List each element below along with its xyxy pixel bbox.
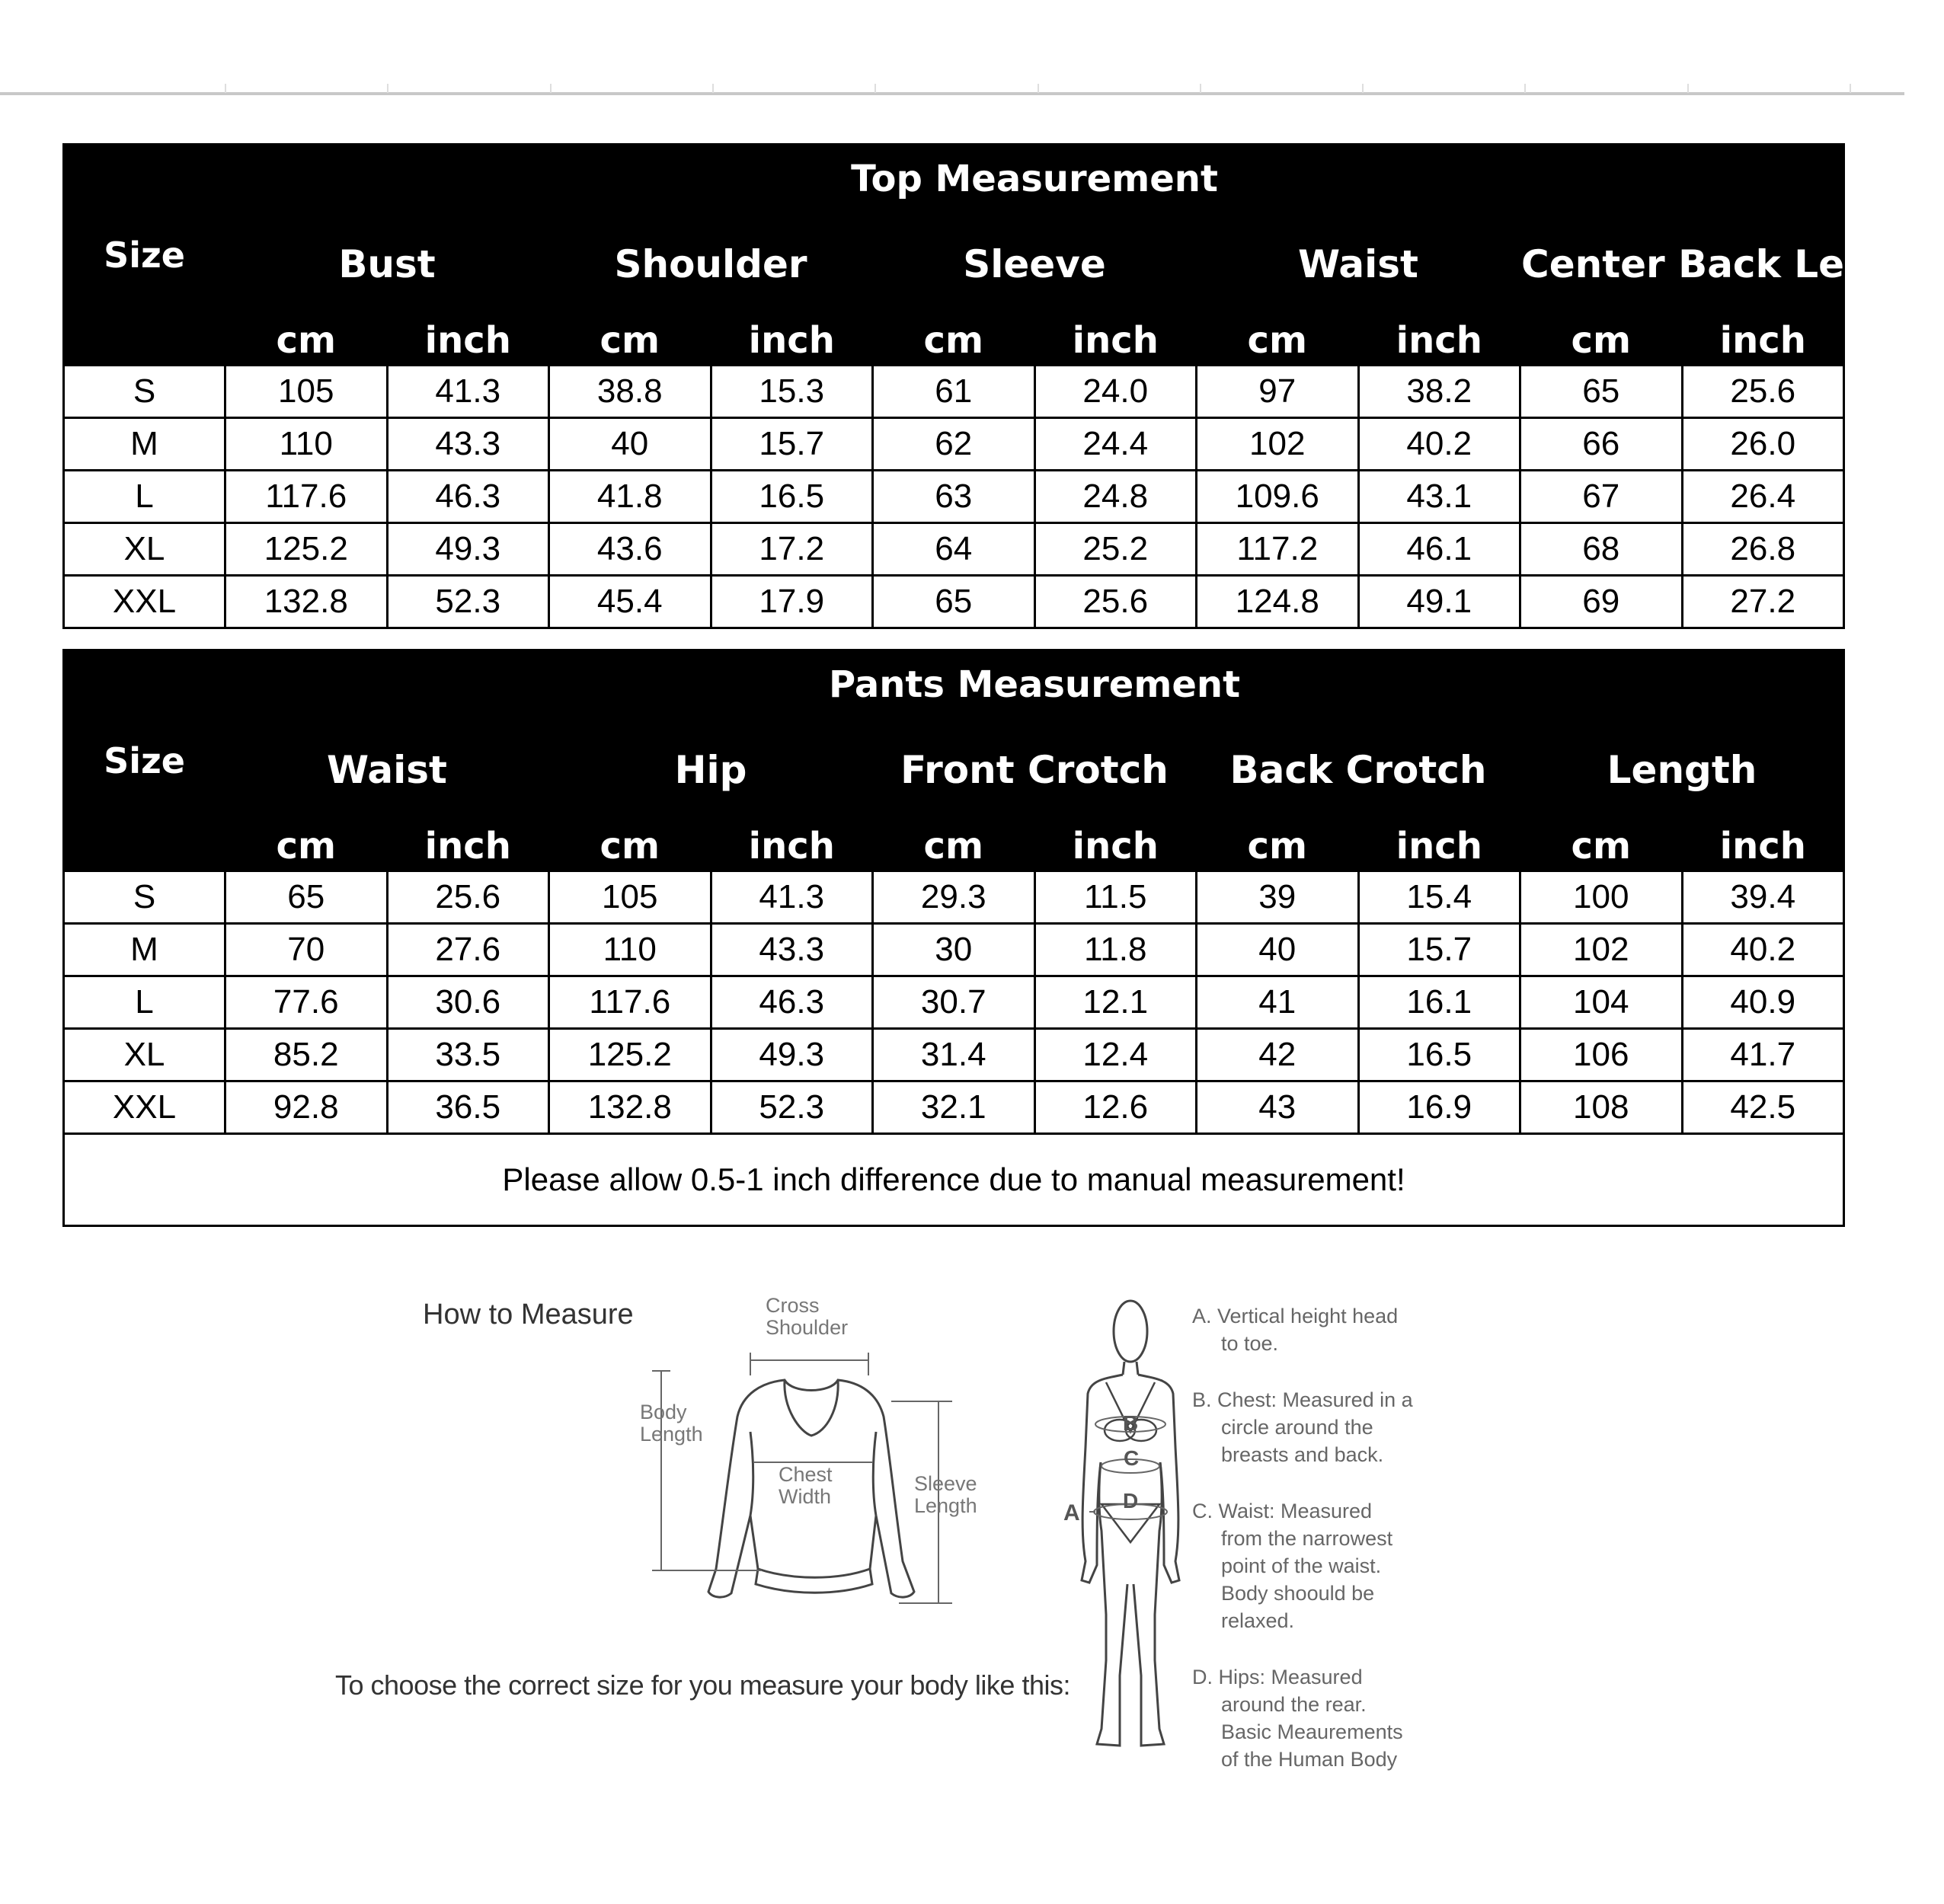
how-to-measure-heading: How to Measure xyxy=(423,1299,634,1331)
value-cell: 66 xyxy=(1520,418,1683,471)
measurement-note-item xyxy=(1192,1386,1512,1468)
note-lead: B. Chest: Measured in a xyxy=(1192,1388,1413,1411)
value-cell: 24.0 xyxy=(1034,366,1197,418)
value-cell: 43.1 xyxy=(1358,471,1520,523)
size-header: Size xyxy=(64,650,225,871)
value-cell: 102 xyxy=(1197,418,1359,471)
size-cell: XL xyxy=(64,1029,225,1081)
note-line: point of the waist. xyxy=(1221,1554,1382,1577)
value-cell: 125.2 xyxy=(225,523,388,576)
value-cell: 108 xyxy=(1520,1081,1683,1134)
value-cell: 11.5 xyxy=(1034,871,1197,924)
value-cell: 105 xyxy=(225,366,388,418)
value-cell: 43.6 xyxy=(549,523,711,576)
unit-header-cm: cm xyxy=(873,821,1035,871)
note-line: Body shoould be xyxy=(1221,1582,1375,1605)
value-cell: 100 xyxy=(1520,871,1683,924)
value-cell: 110 xyxy=(549,924,711,976)
value-cell: 12.1 xyxy=(1034,976,1197,1029)
note-line: breasts and back. xyxy=(1221,1443,1384,1466)
value-cell: 85.2 xyxy=(225,1029,388,1081)
value-cell: 11.8 xyxy=(1034,924,1197,976)
value-cell: 46.1 xyxy=(1358,523,1520,576)
value-cell: 31.4 xyxy=(873,1029,1035,1081)
value-cell: 32.1 xyxy=(873,1081,1035,1134)
value-cell: 27.2 xyxy=(1682,576,1844,628)
unit-header-inch: inch xyxy=(387,821,549,871)
measurement-header: Center Back Length xyxy=(1520,214,1844,315)
value-cell: 49.3 xyxy=(711,1029,873,1081)
measurement-header: Bust xyxy=(225,214,549,315)
cross-shoulder-label xyxy=(766,1295,848,1339)
value-cell: 12.6 xyxy=(1034,1081,1197,1134)
value-cell: 15.4 xyxy=(1358,871,1520,924)
value-cell: 52.3 xyxy=(711,1081,873,1134)
measurement-header: Length xyxy=(1520,720,1844,821)
value-cell: 15.7 xyxy=(711,418,873,471)
value-cell: 16.1 xyxy=(1358,976,1520,1029)
note-lead: D. Hips: Measured xyxy=(1192,1666,1363,1688)
value-cell: 40 xyxy=(549,418,711,471)
value-cell: 102 xyxy=(1520,924,1683,976)
value-cell: 49.1 xyxy=(1358,576,1520,628)
value-cell: 61 xyxy=(873,366,1035,418)
note-line: to toe. xyxy=(1221,1332,1279,1355)
measurement-header: Shoulder xyxy=(549,214,873,315)
value-cell: 40.9 xyxy=(1682,976,1844,1029)
unit-header-inch: inch xyxy=(1682,821,1844,871)
size-cell: S xyxy=(64,871,225,924)
unit-header-cm: cm xyxy=(225,821,388,871)
value-cell: 43 xyxy=(1197,1081,1359,1134)
choose-size-instruction: To choose the correct size for you measure your body like this: xyxy=(335,1669,1070,1701)
value-cell: 41.3 xyxy=(387,366,549,418)
unit-header-inch: inch xyxy=(711,821,873,871)
measurement-note: Please allow 0.5-1 inch difference due to manual measurement! xyxy=(64,1134,1844,1226)
value-cell: 12.4 xyxy=(1034,1029,1197,1081)
chest-width-label-line1: Chest xyxy=(779,1463,833,1486)
body-length-label-line1: Body xyxy=(640,1401,687,1423)
chest-width-label xyxy=(779,1464,833,1508)
value-cell: 67 xyxy=(1520,471,1683,523)
unit-header-inch: inch xyxy=(711,315,873,366)
unit-header-cm: cm xyxy=(549,821,711,871)
value-cell: 63 xyxy=(873,471,1035,523)
body-letter-a: A xyxy=(1063,1500,1080,1525)
value-cell: 40.2 xyxy=(1358,418,1520,471)
unit-header-cm: cm xyxy=(225,315,388,366)
value-cell: 25.6 xyxy=(387,871,549,924)
value-cell: 110 xyxy=(225,418,388,471)
measurement-note-item xyxy=(1192,1302,1512,1357)
value-cell: 132.8 xyxy=(549,1081,711,1134)
value-cell: 77.6 xyxy=(225,976,388,1029)
value-cell: 62 xyxy=(873,418,1035,471)
note-line: relaxed. xyxy=(1221,1609,1295,1632)
value-cell: 30.7 xyxy=(873,976,1035,1029)
human-body-icon xyxy=(1082,1301,1179,1746)
value-cell: 92.8 xyxy=(225,1081,388,1134)
value-cell: 24.4 xyxy=(1034,418,1197,471)
measurement-header: Sleeve xyxy=(873,214,1197,315)
value-cell: 41 xyxy=(1197,976,1359,1029)
value-cell: 42 xyxy=(1197,1029,1359,1081)
value-cell: 15.3 xyxy=(711,366,873,418)
measurement-header: Hip xyxy=(549,720,873,821)
unit-header-cm: cm xyxy=(549,315,711,366)
value-cell: 104 xyxy=(1520,976,1683,1029)
value-cell: 38.8 xyxy=(549,366,711,418)
value-cell: 132.8 xyxy=(225,576,388,628)
value-cell: 25.6 xyxy=(1034,576,1197,628)
value-cell: 25.6 xyxy=(1682,366,1844,418)
note-line: Basic Meaurements xyxy=(1221,1720,1403,1743)
value-cell: 26.0 xyxy=(1682,418,1844,471)
body-letter-c: C xyxy=(1124,1446,1140,1470)
value-cell: 97 xyxy=(1197,366,1359,418)
unit-header-inch: inch xyxy=(1034,315,1197,366)
value-cell: 65 xyxy=(1520,366,1683,418)
value-cell: 39 xyxy=(1197,871,1359,924)
unit-header-cm: cm xyxy=(1197,821,1359,871)
value-cell: 36.5 xyxy=(387,1081,549,1134)
note-line: circle around the xyxy=(1221,1416,1373,1439)
size-cell: S xyxy=(64,366,225,418)
value-cell: 45.4 xyxy=(549,576,711,628)
value-cell: 49.3 xyxy=(387,523,549,576)
measurement-header: Front Crotch xyxy=(873,720,1197,821)
value-cell: 17.2 xyxy=(711,523,873,576)
value-cell: 43.3 xyxy=(711,924,873,976)
body-letter-d: D xyxy=(1123,1489,1139,1513)
value-cell: 27.6 xyxy=(387,924,549,976)
note-lead: C. Waist: Measured xyxy=(1192,1500,1373,1522)
value-cell: 68 xyxy=(1520,523,1683,576)
size-cell: XXL xyxy=(64,1081,225,1134)
unit-header-inch: inch xyxy=(1034,821,1197,871)
value-cell: 69 xyxy=(1520,576,1683,628)
pants-measurement-title: Pants Measurement xyxy=(225,650,1844,720)
value-cell: 64 xyxy=(873,523,1035,576)
body-length-label-line2: Length xyxy=(640,1423,703,1446)
value-cell: 38.2 xyxy=(1358,366,1520,418)
size-cell: XXL xyxy=(64,576,225,628)
value-cell: 41.7 xyxy=(1682,1029,1844,1081)
unit-header-cm: cm xyxy=(1197,315,1359,366)
note-lead: A. Vertical height head xyxy=(1192,1305,1399,1327)
top-measurement-title: Top Measurement xyxy=(225,145,1844,214)
value-cell: 41.8 xyxy=(549,471,711,523)
value-cell: 17.9 xyxy=(711,576,873,628)
value-cell: 117.2 xyxy=(1197,523,1359,576)
value-cell: 106 xyxy=(1520,1029,1683,1081)
value-cell: 124.8 xyxy=(1197,576,1359,628)
unit-header-inch: inch xyxy=(387,315,549,366)
measurement-note-item xyxy=(1192,1663,1512,1773)
value-cell: 42.5 xyxy=(1682,1081,1844,1134)
measurement-header: Back Crotch xyxy=(1197,720,1520,821)
value-cell: 15.7 xyxy=(1358,924,1520,976)
value-cell: 16.5 xyxy=(711,471,873,523)
unit-header-inch: inch xyxy=(1358,315,1520,366)
unit-header-inch: inch xyxy=(1358,821,1520,871)
value-cell: 26.4 xyxy=(1682,471,1844,523)
value-cell: 30 xyxy=(873,924,1035,976)
value-cell: 109.6 xyxy=(1197,471,1359,523)
value-cell: 117.6 xyxy=(225,471,388,523)
value-cell: 30.6 xyxy=(387,976,549,1029)
value-cell: 24.8 xyxy=(1034,471,1197,523)
unit-header-cm: cm xyxy=(1520,315,1683,366)
value-cell: 46.3 xyxy=(387,471,549,523)
chest-width-label-line2: Width xyxy=(779,1485,832,1508)
value-cell: 40.2 xyxy=(1682,924,1844,976)
value-cell: 65 xyxy=(225,871,388,924)
value-cell: 117.6 xyxy=(549,976,711,1029)
value-cell: 33.5 xyxy=(387,1029,549,1081)
value-cell: 46.3 xyxy=(711,976,873,1029)
size-cell: L xyxy=(64,471,225,523)
body-letter-b: B xyxy=(1123,1411,1139,1435)
measurement-header: Waist xyxy=(225,720,549,821)
cross-shoulder-label-line1: Cross xyxy=(766,1294,820,1317)
measurement-header: Waist xyxy=(1197,214,1520,315)
unit-header-inch: inch xyxy=(1682,315,1844,366)
value-cell: 43.3 xyxy=(387,418,549,471)
value-cell: 105 xyxy=(549,871,711,924)
value-cell: 52.3 xyxy=(387,576,549,628)
value-cell: 25.2 xyxy=(1034,523,1197,576)
size-cell: L xyxy=(64,976,225,1029)
cross-shoulder-label-line2: Shoulder xyxy=(766,1316,849,1339)
size-header: Size xyxy=(64,145,225,366)
size-cell: XL xyxy=(64,523,225,576)
value-cell: 41.3 xyxy=(711,871,873,924)
sleeve-length-label-line2: Length xyxy=(914,1494,977,1517)
value-cell: 26.8 xyxy=(1682,523,1844,576)
value-cell: 70 xyxy=(225,924,388,976)
body-length-label xyxy=(640,1401,703,1446)
note-line: of the Human Body xyxy=(1221,1748,1398,1771)
value-cell: 16.5 xyxy=(1358,1029,1520,1081)
value-cell: 29.3 xyxy=(873,871,1035,924)
unit-header-cm: cm xyxy=(873,315,1035,366)
sleeve-length-label-line1: Sleeve xyxy=(914,1472,977,1495)
body-measurement-notes xyxy=(1192,1302,1512,1802)
size-cell: M xyxy=(64,418,225,471)
value-cell: 125.2 xyxy=(549,1029,711,1081)
value-cell: 16.9 xyxy=(1358,1081,1520,1134)
value-cell: 39.4 xyxy=(1682,871,1844,924)
note-line: from the narrowest xyxy=(1221,1527,1393,1550)
value-cell: 65 xyxy=(873,576,1035,628)
sleeve-length-label xyxy=(914,1473,977,1517)
measurement-note-item xyxy=(1192,1497,1512,1634)
value-cell: 40 xyxy=(1197,924,1359,976)
unit-header-cm: cm xyxy=(1520,821,1683,871)
note-line: around the rear. xyxy=(1221,1693,1367,1716)
size-cell: M xyxy=(64,924,225,976)
